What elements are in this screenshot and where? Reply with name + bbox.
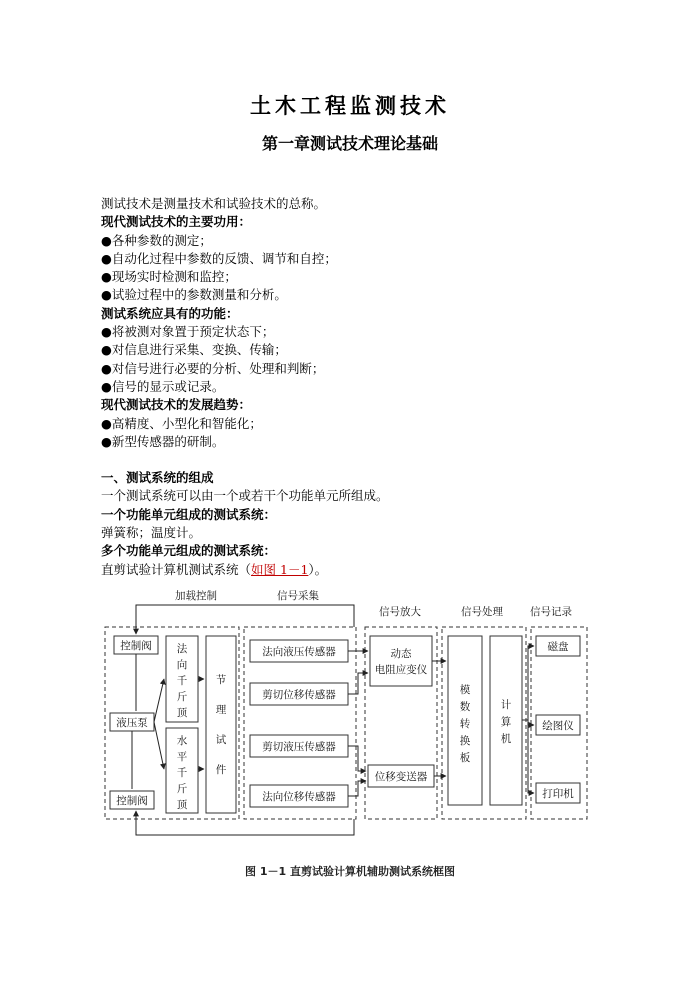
- single-unit-heading: 一个功能单元组成的测试系统：: [101, 506, 277, 522]
- printer-label: 打印机: [542, 788, 574, 800]
- list-item: ●试验过程中的参数测量和分析。: [101, 287, 287, 303]
- multi-unit-text-start: 直剪试验计算机测试系统（: [101, 561, 252, 577]
- joint-specimen-block: [206, 636, 236, 813]
- plotter-label: 绘图仪: [542, 720, 574, 732]
- multi-unit-heading: 多个功能单元组成的测试系统：: [101, 543, 277, 559]
- normal-pressure-sensor-label: 法向液压传感器: [262, 646, 336, 658]
- group-label-loading: 加载控制: [175, 590, 217, 602]
- adc-char: 板: [459, 752, 471, 764]
- normal-jack-char: 顶: [176, 707, 188, 719]
- list-item: ●对信息进行采集、变换、传输；: [101, 342, 287, 358]
- dynamic-strain-gauge-block: [370, 636, 432, 686]
- group-label-processing: 信号处理: [461, 606, 503, 618]
- horizontal-jack-char: 斤: [176, 783, 188, 795]
- multi-unit-text-end: ）。: [308, 561, 328, 577]
- chapter-title: 第一章测试技术理论基础: [261, 134, 438, 153]
- normal-jack-char: 法: [176, 643, 188, 655]
- specimen-char: 试: [215, 734, 227, 746]
- list-item: ●高精度、小型化和智能化；: [101, 415, 262, 431]
- trends-heading: 现代测试技术的发展趋势：: [101, 397, 252, 413]
- section-heading: 一、测试系统的组成: [101, 470, 214, 486]
- list-item: ●新型传感器的研制。: [101, 433, 225, 449]
- list-item: ●信号的显示或记录。: [101, 378, 225, 394]
- hydraulic-pump-label: 液压泵: [116, 717, 148, 729]
- normal-jack-char: 千: [176, 675, 188, 687]
- horizontal-jack-char: 千: [176, 767, 188, 779]
- horizontal-jack-char: 水: [176, 735, 188, 747]
- computer-char: 计: [500, 699, 512, 711]
- shear-displacement-sensor-label: 剪切位移传感器: [262, 689, 336, 701]
- normal-jack-char: 斤: [176, 691, 188, 703]
- intro-paragraph: 测试技术是测量技术和试验技术的总称。: [101, 196, 327, 211]
- single-unit-text: 弹簧称；温度计。: [101, 525, 202, 541]
- list-item: ●自动化过程中参数的反馈、调节和自控；: [101, 250, 337, 266]
- group-label-amplify: 信号放大: [379, 606, 421, 618]
- specimen-char: 理: [215, 704, 227, 716]
- normal-jack-char: 向: [176, 659, 188, 671]
- adc-char: 转: [459, 718, 471, 730]
- document-body: [101, 195, 621, 579]
- horizontal-jack-char: 顶: [176, 799, 188, 811]
- adc-char: 换: [459, 735, 471, 747]
- document-title: 土木工程监测技术: [250, 93, 450, 118]
- control-valve-top-label: 控制阀: [120, 640, 152, 652]
- computer-char: 机: [500, 733, 512, 745]
- disk-label: 磁盘: [547, 641, 569, 653]
- list-item: ●现场实时检测和监控；: [101, 269, 237, 285]
- displacement-transmitter-label: 位移变送器: [374, 771, 428, 783]
- list-item: ●将被测对象置于预定状态下；: [101, 324, 275, 340]
- specimen-char: 件: [215, 764, 227, 776]
- functions-heading: 现代测试技术的主要功用：: [101, 214, 252, 230]
- adc-char: 模: [459, 684, 471, 696]
- shear-pressure-sensor-label: 剪切液压传感器: [262, 741, 336, 753]
- block-diagram-figure: [100, 585, 590, 845]
- figure-caption: 图 1－1 直剪试验计算机辅助测试系统框图: [245, 865, 455, 878]
- strain-gauge-label-line1: 动态: [390, 648, 412, 660]
- block-diagram: [100, 585, 590, 845]
- horizontal-jack-char: 平: [176, 751, 188, 763]
- system-functions-heading: 测试系统应具有的功能：: [101, 305, 239, 321]
- list-item: ●各种参数的测定；: [101, 232, 212, 248]
- section-paragraph: 一个测试系统可以由一个或若干个功能单元所组成。: [101, 488, 389, 504]
- specimen-char: 节: [215, 674, 227, 686]
- group-label-acquisition: 信号采集: [277, 590, 319, 602]
- figure-reference-link[interactable]: 如图 1－1: [251, 561, 309, 577]
- list-item: ●对信号进行必要的分析、处理和判断；: [101, 360, 325, 376]
- multi-unit-text: [101, 561, 621, 579]
- control-valve-bottom-label: 控制阀: [116, 795, 148, 807]
- group-label-recording: 信号记录: [530, 606, 572, 618]
- computer-char: 算: [500, 716, 512, 728]
- strain-gauge-label-line2: 电阻应变仪: [374, 664, 428, 676]
- normal-displacement-sensor-label: 法向位移传感器: [262, 791, 336, 803]
- adc-char: 数: [459, 701, 471, 713]
